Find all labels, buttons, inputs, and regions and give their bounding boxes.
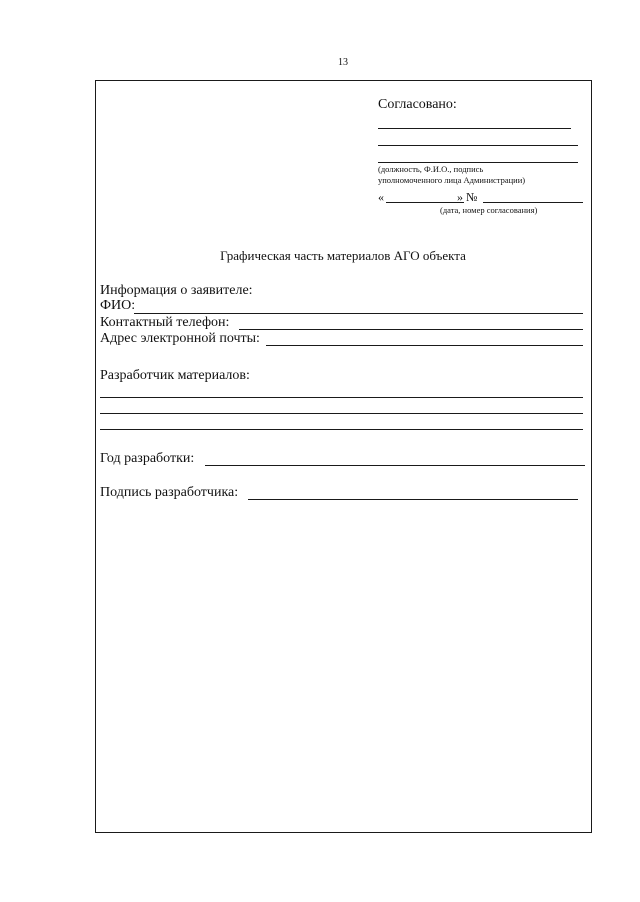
approval-line-1 [378, 128, 571, 129]
approval-block [378, 96, 583, 114]
approval-line-3 [378, 162, 578, 163]
developer-line-1 [100, 397, 583, 398]
developer-line-3 [100, 429, 583, 430]
applicant-heading: Информация о заявителе: [100, 283, 253, 298]
email-label: Адрес электронной почты: [100, 331, 260, 346]
fio-label: ФИО: [100, 298, 136, 313]
approval-title: Согласовано: [378, 97, 457, 112]
fio-line [134, 313, 583, 314]
year-label: Год разработки: [100, 451, 195, 466]
email-line [266, 345, 583, 346]
approval-line-2 [378, 145, 578, 146]
page-number: 13 [338, 57, 348, 68]
approval-caption-line-2: уполномоченного лица Администрации) [378, 175, 526, 185]
developer-heading: Разработчик материалов: [100, 368, 250, 383]
developer-line-2 [100, 413, 583, 414]
signature-line [248, 499, 578, 500]
quote-open: « [378, 190, 384, 204]
phone-line [239, 329, 583, 330]
document-title: Графическая часть материалов АГО объекта [220, 248, 466, 263]
approval-number-line [483, 202, 583, 203]
approval-caption-line-1: (должность, Ф.И.О., подпись [378, 164, 484, 174]
approval-date-line [386, 202, 464, 203]
phone-label: Контактный телефон: [100, 315, 230, 330]
year-line [205, 465, 585, 466]
signature-label: Подпись разработчика: [100, 485, 239, 500]
approval-date-caption: (дата, номер согласования) [440, 205, 538, 215]
quote-close-number: » № [457, 190, 478, 204]
approval-caption [378, 164, 588, 186]
